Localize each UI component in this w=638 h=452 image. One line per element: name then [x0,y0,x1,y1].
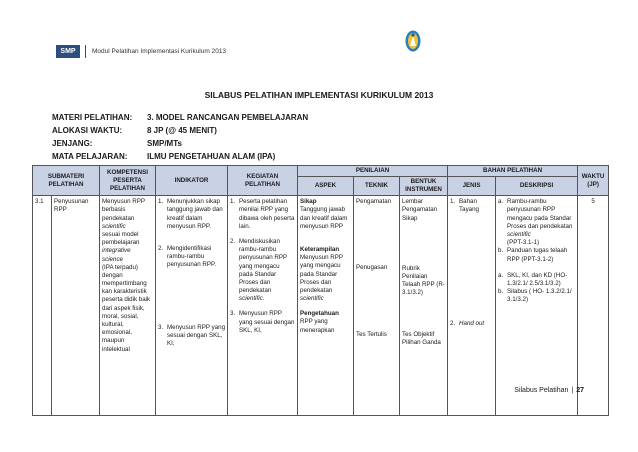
header-kompetensi: KOMPETENSI PESERTA PELATIHAN [100,166,156,196]
instrument: Rubrik Penilaian Telaah RPP (R-3.1/3.2) [402,264,445,297]
cell-jenis [448,196,496,416]
item-text: Menyusun RPP yang sesuai dengan SKL, KI, [239,310,295,334]
item-text: Panduan tugas telaah RPP (PPT-3.1-2) [507,247,568,263]
cell-waktu: 5 [578,196,609,416]
item-number: 1. [450,198,456,206]
page-header [56,44,226,59]
cell-deskripsi [496,196,578,416]
meta-row [52,150,308,163]
meta-key: JENJANG: [52,139,93,148]
cell-no: 3.1 [33,196,52,416]
meta-value: 3. MODEL RANCANGAN PEMBELAJARAN [147,113,309,122]
item-number: 3. [158,323,164,331]
list-item [158,245,225,270]
instrument: Tes Objektif Pilihan Ganda [402,330,441,346]
level-badge: SMP [56,45,80,58]
item-text: Hand out [459,319,485,327]
footer-divider: | [571,387,574,394]
text: scientific [102,222,126,230]
aspect-heading: Keterampilan [300,245,340,253]
item-text: Rambu-rambu penyusunan RPP mengacu pada Standar Proses dan pendekatan [507,198,573,230]
item-number: 1. [158,198,164,206]
list-item [230,238,295,304]
page-number: 27 [576,387,584,394]
technique: Tes Tertulis [356,330,387,338]
list-item [230,310,295,335]
technique: Pengamatan [356,198,392,206]
item-text: SKL, KI, dan KD (HO-1.3/2.1/ 2.5/3.1/3.2) [507,271,568,287]
table-row [33,196,609,416]
meta-value: ILMU PENGETAHUAN ALAM (IPA) [147,152,276,161]
header-waktu: WAKTU (JP) [578,166,609,196]
header-indikator: INDIKATOR [156,166,228,196]
aspect-text: Tanggung jawab dan kreatif dalam menyusun RPP [300,206,348,230]
header-bahan: BAHAN PELATIHAN [448,166,578,177]
meta-key: MATERI PELATIHAN: [52,113,133,122]
aspect-text: Menyusun RPP yang mengacu pada Standar Proses dan pendekatan [300,254,343,294]
tut-wuri-logo-icon [405,30,421,52]
list-item [158,198,225,231]
list-item [498,198,575,247]
aspect-text-italic: scientific [300,295,324,303]
module-title: Modul Pelatihan Implementasi Kurikulum 2013 [92,48,227,55]
item-text: Menyusun RPP yang sesuai dengan SKL, KI, [167,323,226,347]
item-number: 2. [158,244,164,252]
meta-row [52,124,308,137]
footer-label: Silabus Pelatihan [514,387,569,394]
item-text: Silabus ( HO- 1.3.2/2.1/ 3.1/3.2) [507,288,572,304]
item-number: a. [498,198,504,206]
header-aspek: ASPEK [298,177,354,196]
meta-value: 8 JP (@ 45 MENIT) [147,126,217,135]
meta-block [52,111,308,163]
cell-kegiatan [228,196,298,416]
text: Menyusun RPP berbasis pendekatan [102,198,145,222]
item-text: Menunjukkan sikap tanggung jawab dan kreatif dalam menyusun RPP. [167,198,223,230]
document-title: SILABUS PELATIHAN IMPLEMENTASI KURIKULUM 2013 [204,90,434,100]
header-divider [85,45,86,58]
meta-key: MATA PELAJARAN: [52,152,128,161]
cell-aspek [298,196,354,416]
list-item [498,272,575,288]
header-teknik: TEKNIK [354,177,400,196]
item-number: 2. [450,319,456,327]
cell-teknik [354,196,400,416]
item-text-italic: scientific. [239,295,265,303]
item-number: a. [498,271,504,279]
aspect-text: RPP yang menerapkan [300,318,335,334]
text: integrative science [102,247,131,263]
cell-bentuk [400,196,448,416]
item-number: 1. [230,198,236,206]
item-text-italic: scientific [507,230,531,238]
cell-submateri: Penyusunan RPP [52,196,100,416]
aspect-heading: Pengetahuan [300,310,339,318]
list-item [450,198,493,214]
cell-kompetensi [100,196,156,416]
meta-value: SMP/MTs [147,139,182,148]
page-footer [514,387,584,394]
cell-indikator [156,196,228,416]
list-item [498,288,575,304]
instrument: Lembar Pengamatan Sikap [402,198,438,222]
item-text: (PPT-3.1-1) [507,239,540,247]
aspect-heading: Sikap [300,198,317,206]
item-text: Peserta pelatihan menilai RPP yang dibawa oleh peserta lain. [239,198,295,230]
syllabus-table [32,165,609,416]
header-penilaian: PENILAIAN [298,166,448,177]
technique: Penugasan [356,264,388,272]
item-number: b. [498,288,504,296]
item-number: 3. [230,310,236,318]
list-item [498,247,575,263]
list-item [450,320,493,328]
header-kegiatan: KEGIATAN PELATIHAN [228,166,298,196]
item-text: Bahan Tayang [459,198,479,214]
header-jenis: JENIS [448,177,496,196]
item-text: Mengidentifikasi rambu-rambu penyusunan RPP. [167,244,217,269]
header-deskripsi: DESKRIPSI [496,177,578,196]
text: sesuai model pembelajaran [102,230,140,247]
item-text: Mendiskusikan rambu-rambu penyusunan RPP yang mengacu pada Standar Proses dan pendekatan [239,237,288,295]
meta-row [52,111,308,124]
text: (IPA terpadu) dengan mempertimbang kan karakteristik peserta didik baik dari aspek fisik, moral, sosial, kultural, emosional, maupun intelektual [102,263,151,353]
meta-row [52,137,308,150]
item-number: b. [498,247,504,255]
header-submateri: SUBMATERI PELATIHAN [33,166,100,196]
meta-key: ALOKASI WAKTU: [52,126,123,135]
list-item [230,198,295,231]
item-number: 2. [230,237,236,245]
header-bentuk: BENTUK INSTRUMEN [400,177,448,196]
list-item [158,324,225,349]
